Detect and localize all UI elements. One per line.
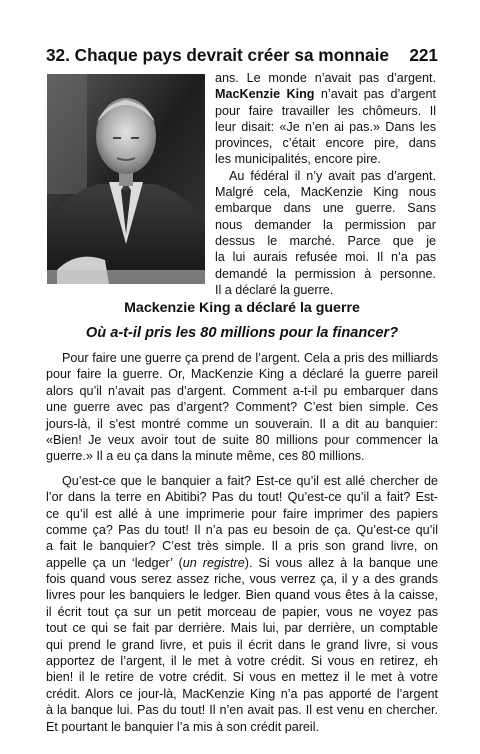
page-number: 221 [409,45,438,65]
text-line: dessus le marché. Parce que je [215,233,436,248]
text-line: alors qu’il n’avait pas d’argent. Comment a-t-il pu embarquer dans [46,383,438,398]
text-line: Qu’est-ce que le banquier a fait? Est-ce qu’il est allé chercher de [62,473,438,488]
text-line [46,555,438,571]
text-line: apportez de l’argent, il le met à votre crédit. Si vous en retirez, eh [46,654,438,669]
text-line: Il a déclaré la guerre. [215,282,334,297]
text-line: Et pourtant le banquier l’a mis à son crédit pareil. [46,719,320,734]
text-fragment: n’avait pas d’argent [314,87,436,102]
bold-name: MacKenzie King [215,87,315,102]
text-line: leur disait: «Je n’en ai pas.» Dans les [215,119,436,134]
text-line: comme ça? Pas du tout! Il n’a pas eu besoin de ça. Qu’est-ce qu’il [46,522,438,537]
text-line: a fait le banquier? C’est très simple. Il a pris son grand livre, on [46,539,438,554]
text-fragment: appelle ça un ‘ledger’ ( [46,555,183,570]
text-line: tout ce qui se fait par derrière. Mais lui, par derrière, un comptable [46,621,438,636]
text-line: qui prend le grand livre, et puis il écrit dans le grand livre, si vous [46,637,438,652]
text-line: pour faire travailler les chômeurs. Il [215,103,436,118]
text-line [215,86,436,102]
text-line: «Bien! Je veux avoir tout de suite 80 millions pour commencer la [46,432,438,447]
text-line: Au fédéral il n’y avait pas d’argent. [229,168,436,183]
text-fragment: ). Si vous allez à la banque une [244,555,438,570]
text-line: pour faire la guerre. Or, MacKenzie King a déclaré la guerre pareil [46,367,438,382]
italic-term: un registre [182,555,245,570]
section-heading: Mackenzie King a déclaré la guerre [124,300,360,316]
body-text [46,350,438,735]
text-line: ans. Le monde n’avait pas d’argent. [215,71,436,85]
page-header [46,44,438,68]
text-line: guerre.» Il a eu ça dans la minute même, ces 80 millions. [46,449,365,464]
text-line: ce qu’il est allé à une imprimerie pour faire imprimer des papiers [46,506,438,521]
text-line: Pour faire une guerre ça prend de l’argent. Cela a pris des milliards [62,351,438,365]
text-line: la lui aurais refusée moi. Il n’a pas [215,250,436,265]
text-line: provinces, c’était encore pire, dans [215,136,436,151]
text-line: les municipalités, encore pire. [215,152,381,167]
text-line: jours-là, il s’est montré comme un souverain. Il a dit au banquier: [46,416,438,431]
side-text-column [215,70,436,298]
chapter-title: 32. Chaque pays devrait créer sa monnaie [46,45,389,65]
section-subheading: Où a-t-il pris les 80 millions pour la financer? [85,325,399,341]
text-line: fois quand vous serez assez riche, vous verrez ça, il y a des grands [46,572,438,587]
text-line: crédit. Alors ce jour-là, MacKenzie King n’a pas apporté de l’argent [46,686,438,701]
text-line: livres pour les banquiers le ledger. Bien quand vous êtes à la caisse, [46,588,438,603]
portrait-photo [47,74,205,284]
text-line: demandé la permission à personne. [215,266,436,281]
text-line: embarque dans une guerre. Sans [215,201,436,216]
text-line: Malgré cela, MacKenzie King nous [215,185,436,200]
text-line: à la banque lui. Pas du tout! Il n’en avait pas. Il est venu en chercher. [46,703,438,718]
text-line: bien! il le retire de votre crédit. Si vous en mettez il le met à votre [46,670,438,685]
text-line: l’or dans la terre en Abitibi? Pas du tout! Qu’est-ce qu’il a fait? Est- [46,490,438,505]
text-line: nous demander la permission par [215,217,436,232]
paragraph-gap [46,465,438,473]
text-line: il écrit tout ça sur un petit morceau de papier, vous ne voyez pas [46,604,438,619]
text-line: une guerre avec pas d’argent? Comment? C’est bien simple. Ces [46,400,438,415]
